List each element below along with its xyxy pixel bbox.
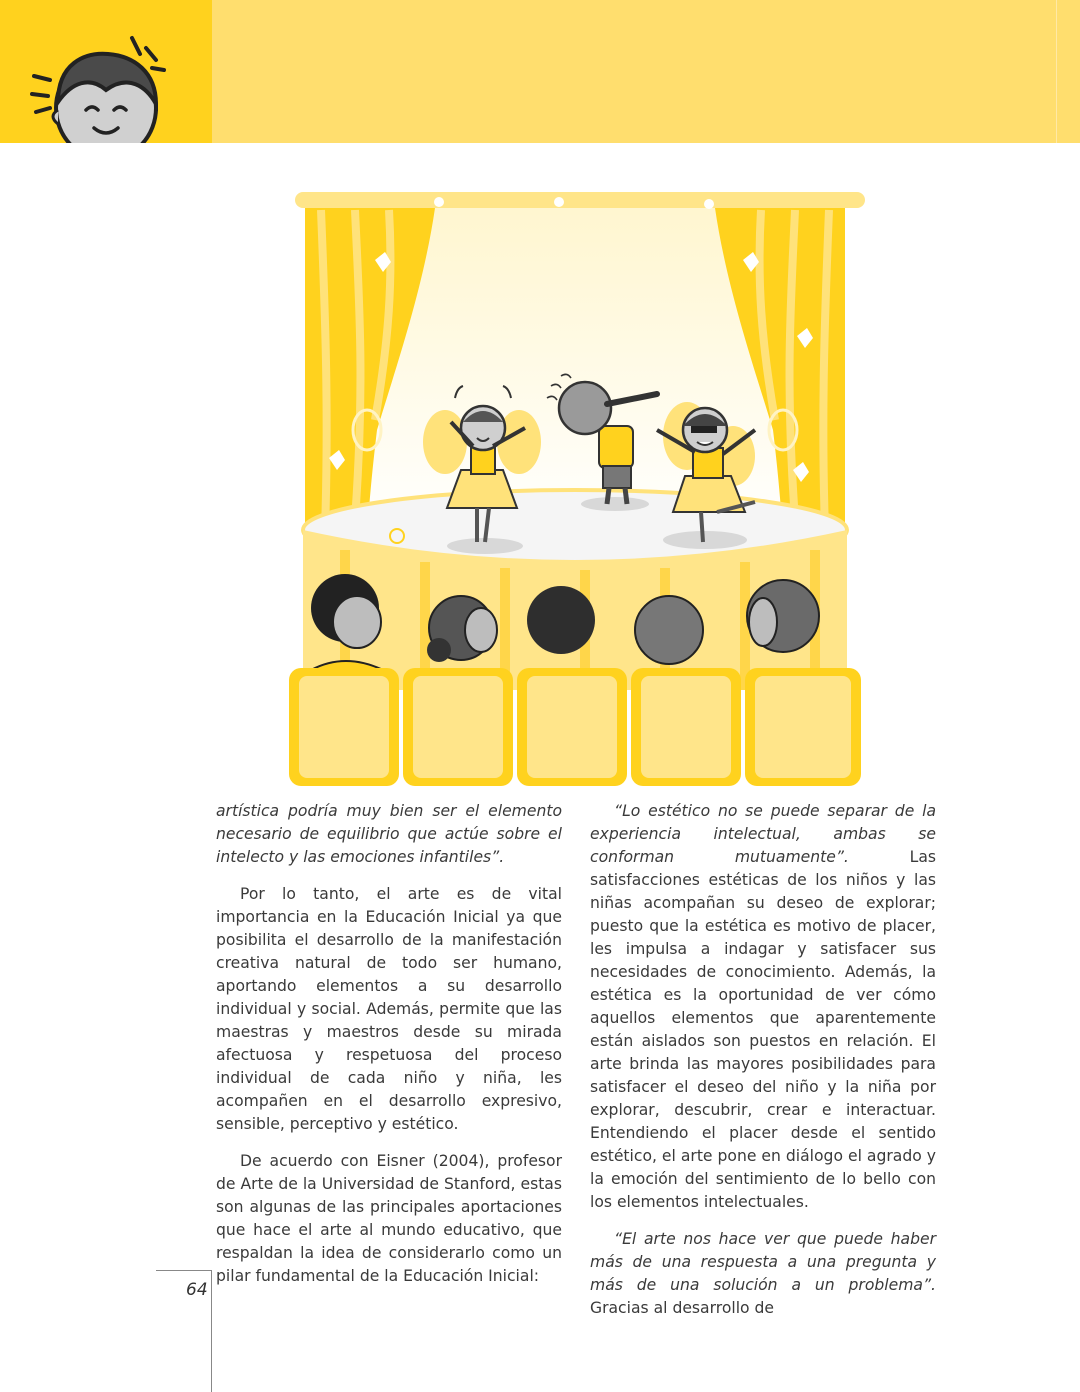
right-paragraph-1: “Lo estético no se puede separar de la experiencia intelectual, ambas se conforman mutuamente”. Las satisfacciones estéticas de los niños y las niñas acompañan su deseo de explorar; puesto que la estética es motivo de placer, les impulsa a indagar y satisfacer sus necesidades de conocimiento. Además, la estética es la oportunidad de ver cómo aquellos elementos que aparentemente están aislados son puestos en relación. El arte brinda las mayores posibilidades para satisfacer el deseo del niño y la niña por explorar, descubrir, crear e interactuar. Entendiendo el placer desde el sentido estético, el arte pone en diálogo el agrado y la emoción del sentimiento de lo bello con los elementos intelectuales. <box>590 802 937 1211</box>
stage-performance-illustration <box>285 190 865 788</box>
left-text-column <box>216 800 562 1302</box>
header-edge-rule <box>1056 0 1057 143</box>
left-paragraph-3: De acuerdo con Eisner (2004), profesor de Arte de la Universidad de Stanford, estas son algunas de las principales aportaciones que hace el arte al mundo educativo, que respaldan la idea de considerarlo como un pilar fundamental de la Educación Inicial: <box>216 1152 562 1285</box>
footer-rule-vertical <box>211 1270 212 1392</box>
right-text-column <box>590 800 936 1334</box>
quote-art-answers: “El arte nos hace ver que puede haber más de una respuesta a una pregunta y más de una solución a un problema”. <box>590 1230 936 1294</box>
left-paragraph-1: artística podría muy bien ser el elemento necesario de equilibrio que actúe sobre el intelecto y las emociones infantiles”. <box>216 802 562 866</box>
smiling-child-face-icon <box>28 24 178 143</box>
right-paragraph-2: “El arte nos hace ver que puede haber más de una respuesta a una pregunta y más de una solución a un problema”. Gracias al desarrollo de <box>590 1230 936 1317</box>
quote-aesthetic: “Lo estético no se puede separar de la experiencia intelectual, ambas se conforman mutuamente”. <box>590 802 936 866</box>
page-number: 64 <box>186 1280 208 1300</box>
left-paragraph-2: Por lo tanto, el arte es de vital importancia en la Educación Inicial ya que posibilita el desarrollo de la manifestación creativa natural de todo ser humano, aportando elementos a su desarrollo individual y social. Además, permite que las maestras y maestros desde su mirada afectuosa y respetuosa del proceso individual de cada niño y niña, les acompañen en el desarrollo expresivo, sensible, perceptivo y estético. <box>216 885 562 1133</box>
footer-rule-horizontal <box>156 1270 212 1271</box>
theater-seats <box>289 668 861 786</box>
